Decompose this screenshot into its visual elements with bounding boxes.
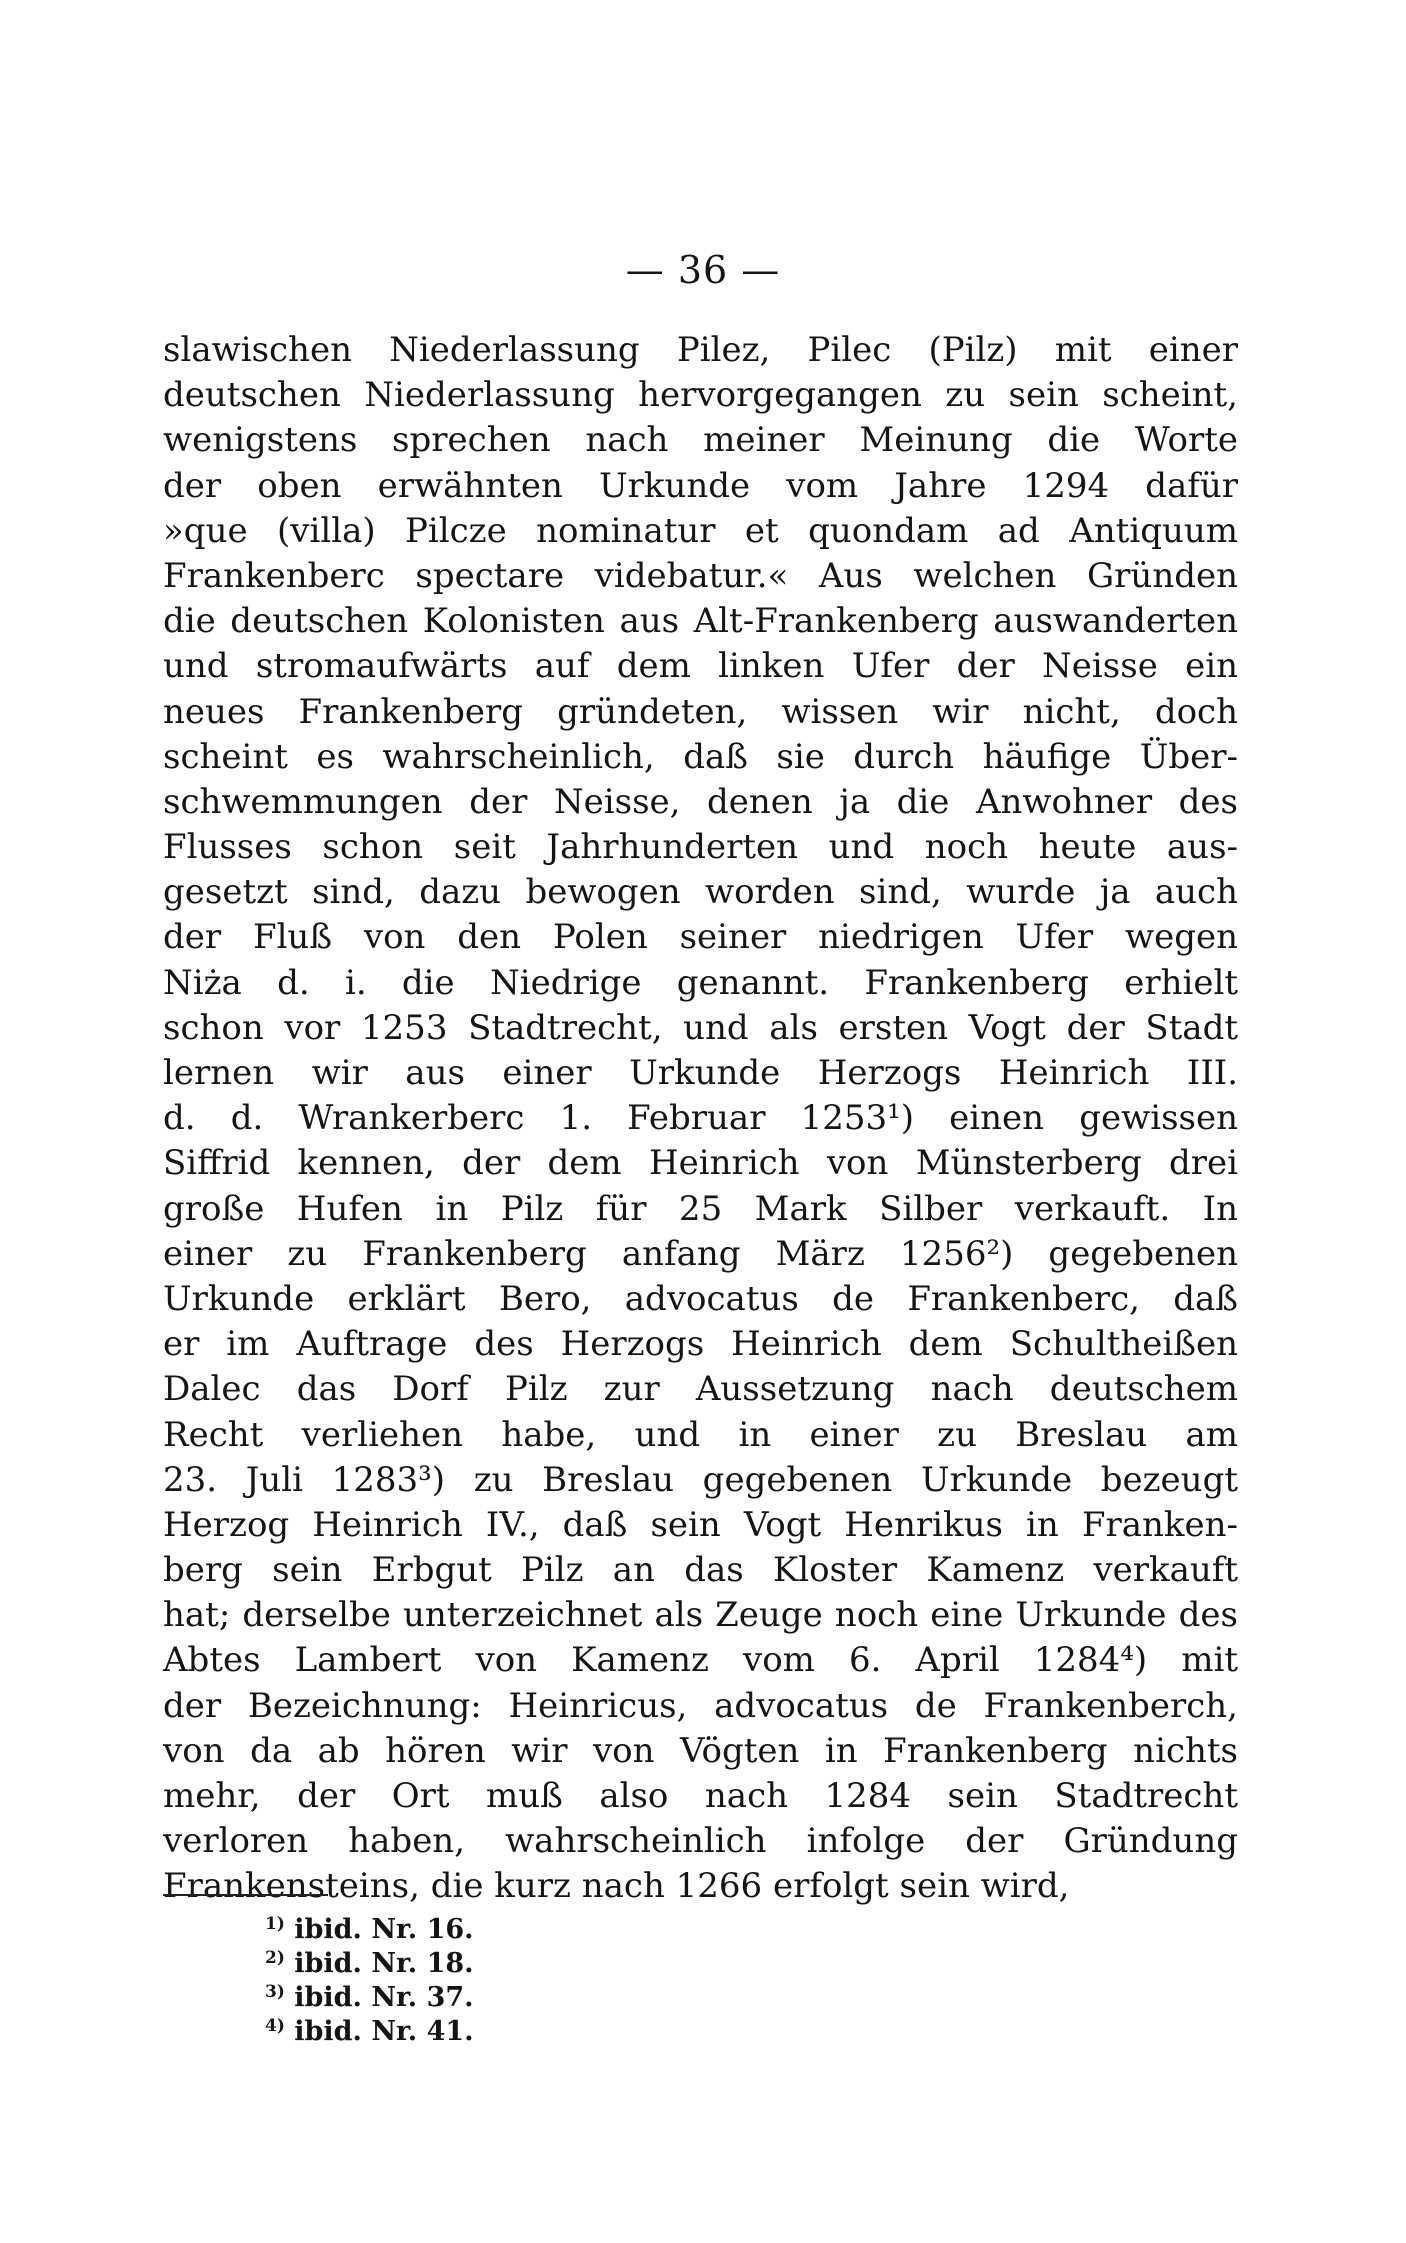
text-line: Urkunde erklärt Bero, advocatus de Frankenberc, daß (163, 1278, 1238, 1319)
footnote-mark: 4) (265, 2016, 285, 2036)
text-line: gesetzt sind, dazu bewogen worden sind, wurde ja auch (163, 872, 1238, 913)
text-line: der Fluß von den Polen seiner niedrigen Ufer wegen (163, 917, 1238, 958)
text-line: der oben erwähnten Urkunde vom Jahre 1294 dafür (163, 465, 1238, 506)
text-line: die deutschen Kolonisten aus Alt-Frankenberg auswanderten (163, 601, 1238, 642)
footnote-divider (163, 1894, 328, 1896)
footnote-text: ibid. Nr. 16. (294, 1914, 474, 1945)
text-line: neues Frankenberg gründeten, wissen wir nicht, doch (163, 691, 1238, 732)
text-line: von da ab hören wir von Vögten in Frankenberg nichts (163, 1730, 1238, 1771)
text-line: deutschen Niederlassung hervorgegangen zu sein scheint, (163, 375, 1238, 416)
text-line: Frankenberc spectare videbatur.« Aus welchen Gründen (163, 555, 1238, 596)
text-line: 23. Juli 1283³) zu Breslau gegebenen Urkunde bezeugt (163, 1459, 1238, 1500)
footnote-text: ibid. Nr. 37. (294, 1982, 474, 2013)
footnotes (265, 1907, 474, 2047)
text-line: Niża d. i. die Niedrige genannt. Frankenberg erhielt (163, 962, 1238, 1003)
footnote-mark: 3) (265, 1982, 285, 2002)
footnote (265, 1941, 474, 1979)
text-line: Siffrid kennen, der dem Heinrich von Münsterberg drei (163, 1143, 1238, 1184)
text-line: der Bezeichnung: Heinricus, advocatus de Frankenberch, (163, 1685, 1238, 1726)
text-line: große Hufen in Pilz für 25 Mark Silber verkauft. In (163, 1188, 1238, 1229)
footnote-text: ibid. Nr. 18. (294, 1948, 474, 1979)
text-line: Dalec das Dorf Pilz zur Aussetzung nach deutschem (163, 1369, 1238, 1410)
footnote-mark: 2) (265, 1948, 285, 1968)
text-line: d. d. Wrankerberc 1. Februar 1253¹) einen gewissen (163, 1098, 1238, 1139)
footnote (265, 1907, 474, 1945)
text-line: Flusses schon seit Jahrhunderten und noch heute aus- (163, 827, 1238, 868)
text-line: hat; derselbe unterzeichnet als Zeuge noch eine Urkunde des (163, 1595, 1238, 1636)
text-line: Recht verliehen habe, und in einer zu Breslau am (163, 1414, 1238, 1455)
text-line: mehr, der Ort muß also nach 1284 sein Stadtrecht (163, 1776, 1238, 1816)
text-line: Frankensteins, die kurz nach 1266 erfolgt sein wird, (163, 1866, 1070, 1907)
text-line: Herzog Heinrich IV., daß sein Vogt Henrikus in Franken- (163, 1504, 1238, 1545)
footnote-mark: 1) (265, 1914, 285, 1934)
footnote (265, 1975, 474, 2013)
page-number: — 36 — (625, 248, 781, 292)
body-text (163, 328, 1238, 1910)
text-line: verloren haben, wahrscheinlich infolge der Gründung (163, 1821, 1238, 1862)
text-line: einer zu Frankenberg anfang März 1256²) gegebenen (163, 1233, 1238, 1274)
text-line: scheint es wahrscheinlich, daß sie durch häufige Über- (163, 736, 1238, 777)
text-line: wenigstens sprechen nach meiner Meinung die Worte (163, 420, 1238, 461)
text-line: schwemmungen der Neisse, denen ja die Anwohner des (163, 781, 1238, 822)
text-line: er im Auftrage des Herzogs Heinrich dem Schultheißen (163, 1324, 1238, 1365)
text-line: Abtes Lambert von Kamenz vom 6. April 1284⁴) mit (163, 1640, 1238, 1681)
footnote (265, 2009, 474, 2047)
text-line: schon vor 1253 Stadtrecht, und als ersten Vogt der Stadt (163, 1007, 1238, 1048)
text-line: »que (villa) Pilcze nominatur et quondam ad Antiquum (163, 510, 1238, 551)
text-line: slawischen Niederlassung Pilez, Pilec (Pilz) mit einer (163, 330, 1238, 370)
text-line: und stromaufwärts auf dem linken Ufer der Neisse ein (163, 646, 1238, 687)
text-line: lernen wir aus einer Urkunde Herzogs Heinrich III. (163, 1053, 1238, 1093)
text-line: berg sein Erbgut Pilz an das Kloster Kamenz verkauft (163, 1550, 1238, 1591)
footnote-text: ibid. Nr. 41. (294, 2016, 474, 2047)
